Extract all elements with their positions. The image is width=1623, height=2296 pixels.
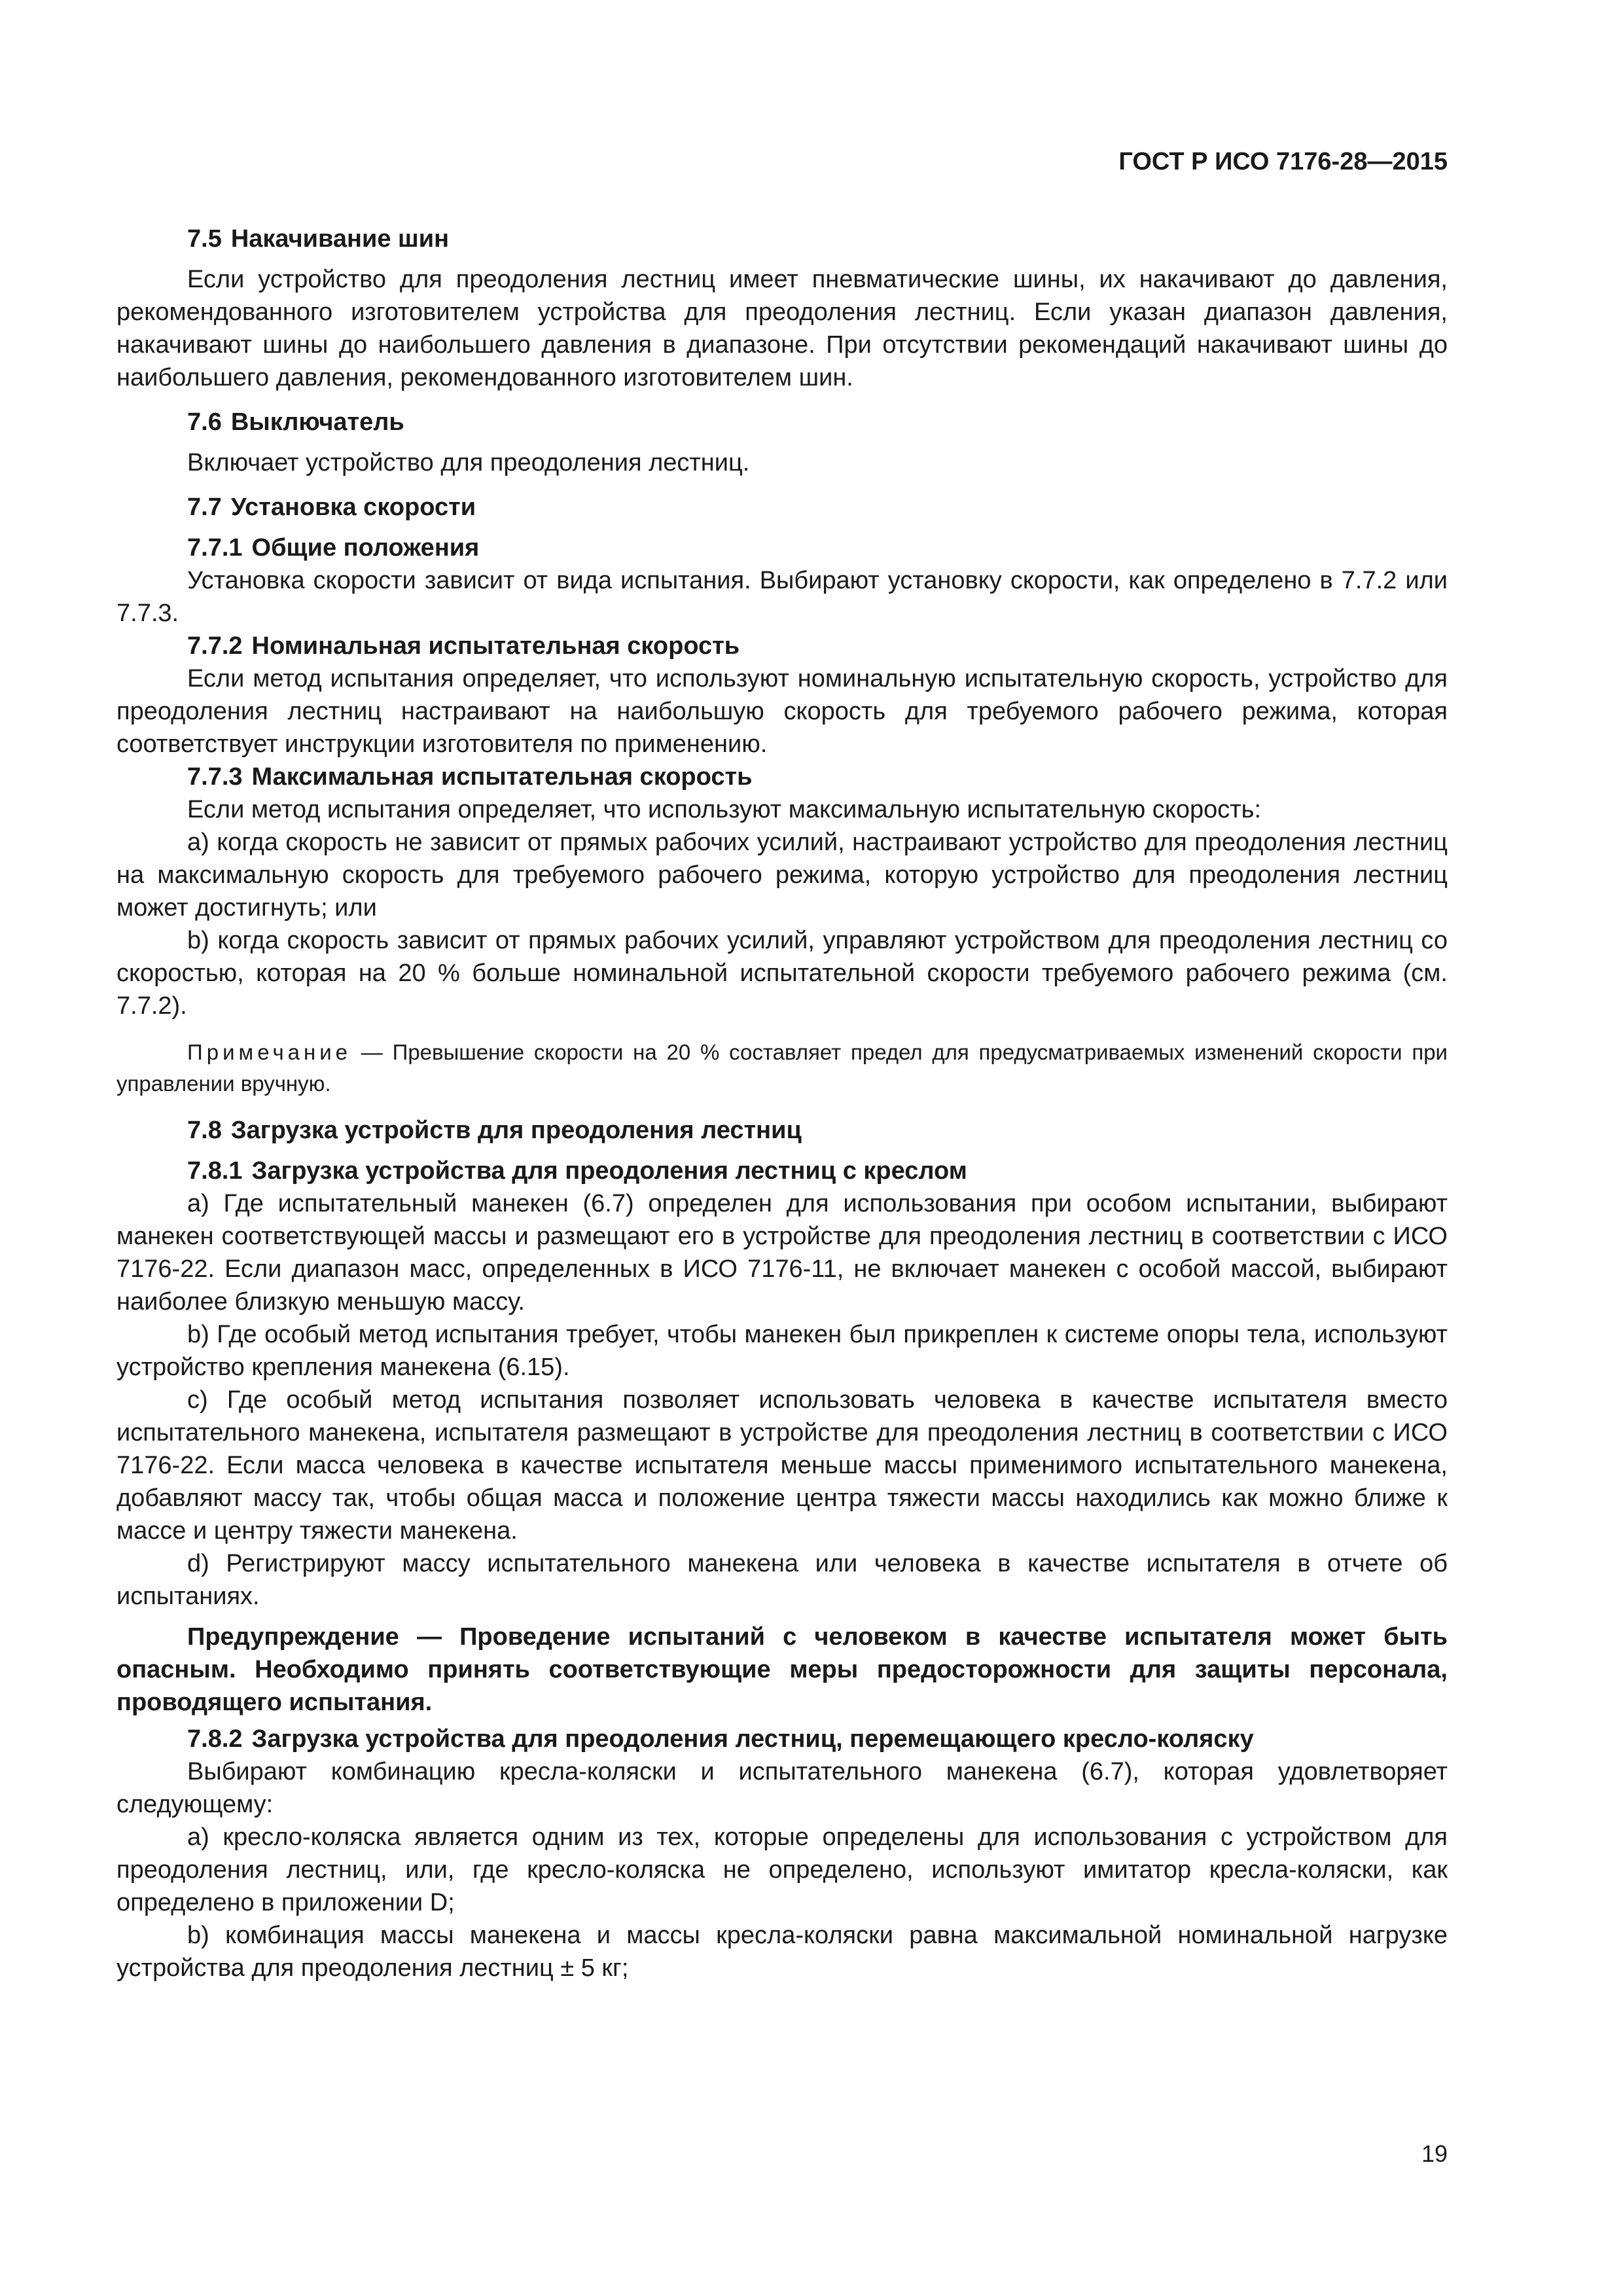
section-7-8-1-item-c: с) Где особый метод испытания позволяет использовать человека в качестве испытателя вместо испытательного манекена, испытателя размещают в устройстве для преодоления лестниц в соответствии с ИСО 7176-22. Если масса человека в качестве испытателя меньше массы применимого испытательного манекена, добавляют массу так, чтобы общая масса и положение центра тяжести массы находились как можно ближе к массе и центру тяжести манекена.	[116, 1386, 1448, 1545]
speed-note	[116, 1037, 1448, 1100]
section-7-8-1-item-b: b) Где особый метод испытания требует, чтобы манекен был прикреплен к системе опоры тела, используют устройство крепления манекена (6.15).	[116, 1321, 1448, 1381]
section-7-7-3-heading: 7.7.3 Максимальная испытательная скорость	[187, 763, 753, 791]
safety-warning: Предупреждение — Проведение испытаний с человеком в качестве испытателя может быть опасным. Необходимо принять соответствующие меры предосторожности для защиты персонала, проводящего испытания.	[116, 1623, 1448, 1716]
section-7-7-3-item-b: b) когда скорость зависит от прямых рабочих усилий, управляют устройством для преодоления лестниц со скоростью, которая на 20 % больше номинальной испытательной скорости требуемого рабочего режима (см. 7.7.2).	[116, 927, 1448, 1020]
section-7-5-heading: 7.5 Накачивание шин	[187, 225, 450, 253]
note-label: Примечание	[187, 1040, 352, 1064]
section-7-8-2-item-b: b) комбинация массы манекена и массы кресла-коляски равна максимальной номинальной нагрузке устройства для преодоления лестниц ± 5 кг;	[116, 1922, 1448, 1982]
section-7-5-text: Если устройство для преодоления лестниц имеет пневматические шины, их накачивают до давления, рекомендованного изготовителем устройства для преодоления лестниц. Если указан диапазон давления, накачивают шины до наибольшего давления в диапазоне. При отсутствии рекомендаций накачивают шины до наибольшего давления, рекомендованного изготовителем шин.	[116, 266, 1448, 391]
document-page	[116, 0, 1448, 2296]
section-7-6-text: Включает устройство для преодоления лестниц.	[187, 449, 750, 476]
section-7-8-2-item-a: а) кресло-коляска является одним из тех, которые определены для использования с устройством для преодоления лестниц, или, где кресло-коляска не определено, используют имитатор кресла-коляски, как определено в приложении D;	[116, 1823, 1448, 1916]
section-7-7-1-text: Установка скорости зависит от вида испытания. Выбирают установку скорости, как определено в 7.7.2 или 7.7.3.	[116, 567, 1448, 627]
section-7-6-heading: 7.6 Выключатель	[187, 408, 404, 436]
section-7-8-2-text: Выбирают комбинацию кресла-коляски и испытательного манекена (6.7), которая удовлетворяет следующему:	[116, 1758, 1448, 1818]
section-7-7-3-item-a: а) когда скорость не зависит от прямых рабочих усилий, настраивают устройство для преодоления лестниц на максимальную скорость для требуемого рабочего режима, которую устройство для преодоления лестниц может достигнуть; или	[116, 829, 1448, 922]
section-7-8-2-heading: 7.8.2 Загрузка устройства для преодоления лестниц, перемещающего кресло-коляску	[187, 1725, 1254, 1753]
section-7-7-2-text: Если метод испытания определяет, что используют номинальную испытательную скорость, устройство для преодоления лестниц настраивают на наибольшую скорость для требуемого рабочего режима, которая соответствует инструкции изготовителя по применению.	[116, 665, 1448, 758]
note-text: — Превышение скорости на 20 % составляет предел для предусматриваемых изменений скорости при управлении вручную.	[116, 1040, 1448, 1096]
section-7-8-heading: 7.8 Загрузка устройств для преодоления лестниц	[187, 1117, 802, 1144]
page-number: 19	[1421, 2140, 1448, 2167]
section-7-8-1-item-a: а) Где испытательный манекен (6.7) определен для использования при особом испытании, выбирают манекен соответствующей массы и размещают его в устройстве для преодоления лестниц в соответствии с ИСО 7176-22. Если диапазон масс, определенных в ИСО 7176-11, не включает манекен с особой массой, выбирают наиболее близкую меньшую массу.	[116, 1190, 1448, 1316]
section-7-7-1-heading: 7.7.1 Общие положения	[187, 534, 480, 562]
section-7-8-1-item-d: d) Регистрируют массу испытательного манекена или человека в качестве испытателя в отчете об испытаниях.	[116, 1550, 1448, 1610]
document-body	[116, 223, 1448, 1984]
document-header: ГОСТ Р ИСО 7176-28—2015	[1118, 148, 1448, 175]
section-7-7-heading: 7.7 Установка скорости	[187, 493, 476, 521]
section-7-7-2-heading: 7.7.2 Номинальная испытательная скорость	[187, 632, 740, 660]
section-7-7-3-text: Если метод испытания определяет, что используют максимальную испытательную скорость:	[187, 796, 1262, 823]
section-7-8-1-heading: 7.8.1 Загрузка устройства для преодоления лестниц с креслом	[187, 1157, 967, 1185]
